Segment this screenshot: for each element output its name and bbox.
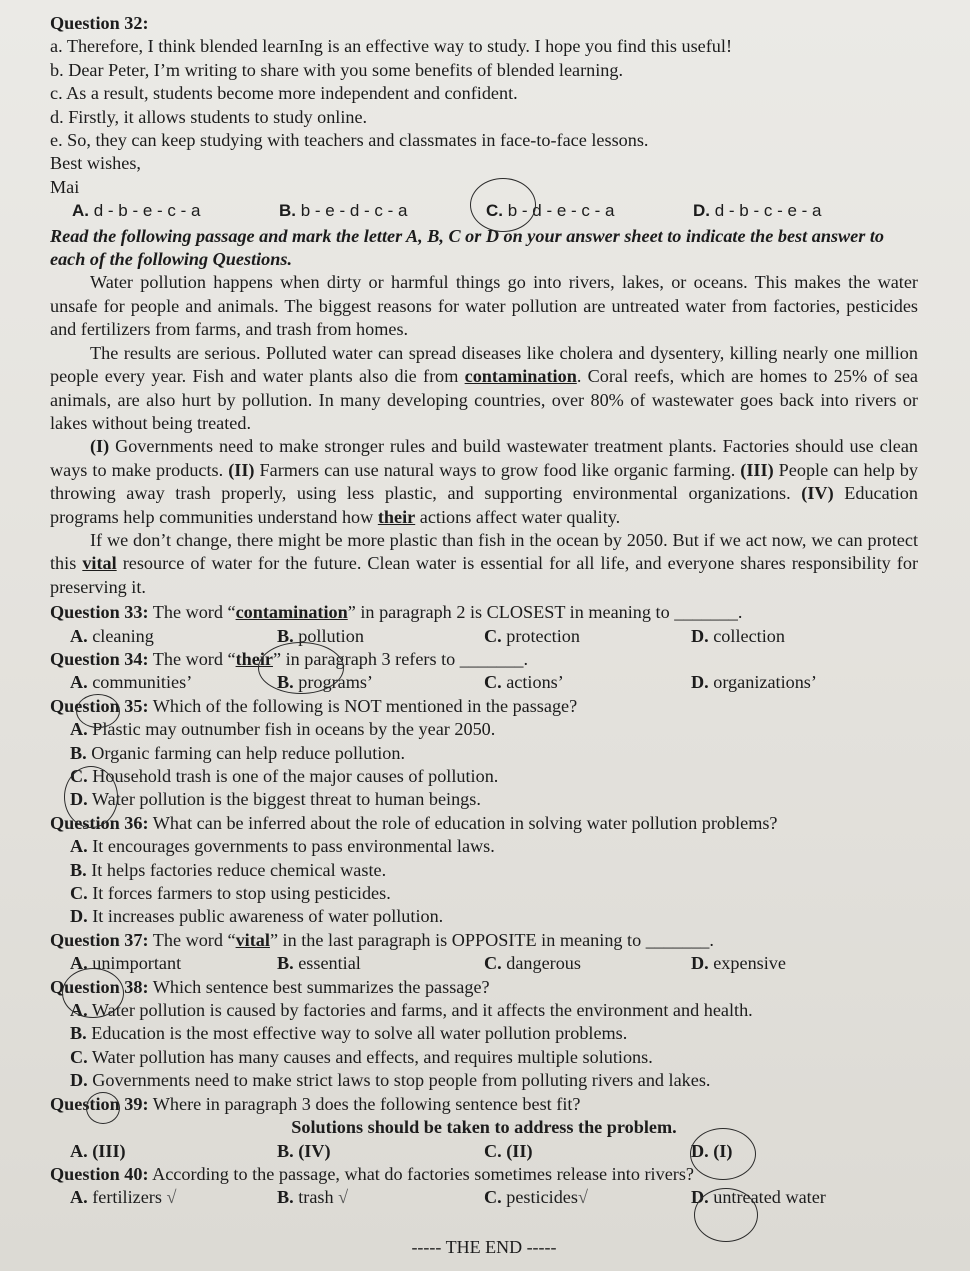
reading-instruction: Read the following passage and mark the letter A, B, C or D on your answer sheet to indicate the best answer to each of the following Questions. — [50, 225, 884, 270]
paragraph-1: Water pollution happens when dirty or harmful things go into rivers, lakes, or oceans. This makes the water unsafe for people and animals. The biggest reasons for water pollution are untreated water from factories, pesticides and fertilizers from farms, and trash from homes. — [50, 272, 918, 340]
q40-options — [50, 1186, 918, 1209]
question-39 — [50, 1093, 918, 1163]
q39-option-d[interactable]: D. (I) — [691, 1140, 733, 1161]
q32-option-b[interactable]: B. b - e - d - c - a — [279, 201, 408, 221]
q33-option-d[interactable]: D. collection — [691, 625, 785, 646]
q38-option-d[interactable]: D. Governments need to make strict laws to stop people from polluting rivers and lakes. — [70, 1070, 711, 1091]
paragraph-2: The results are serious. Polluted water can spread diseases like cholera and dysentery, killing nearly one million people every year. Fish and water plants also die from contamination. Coral reefs, which are homes to 25% of sea animals, are also hurt by pollution. In many developing countries, over 80% of wastewater goes back into rivers or lakes without being treated. — [50, 342, 919, 433]
q32-item-d: d. Firstly, it allows students to study online. — [50, 106, 368, 127]
q34-option-c[interactable]: C. actions’ — [484, 672, 564, 693]
q35-option-c[interactable]: C. Household trash is one of the major causes of pollution. — [70, 766, 499, 786]
question-35 — [50, 695, 918, 812]
question-33 — [50, 601, 918, 648]
marker-ii: (II) — [228, 459, 255, 480]
q37-option-c[interactable]: C. dangerous — [484, 953, 581, 974]
marker-iii: (III) — [740, 459, 774, 480]
q39-options — [50, 1140, 918, 1163]
q37-option-b[interactable]: B. essential — [277, 953, 361, 974]
q33-option-b[interactable]: B. pollution — [277, 625, 364, 646]
q35-option-d[interactable]: D. Water pollution is the biggest threat to human beings. — [70, 789, 481, 810]
word-their: their — [377, 506, 416, 527]
q32-item-b: b. Dear Peter, I’m writing to share with you some benefits of blended learning. — [50, 59, 624, 80]
q32-closing: Best wishes, — [50, 153, 141, 174]
check-mark-icon: √ — [338, 1187, 349, 1208]
q33-option-a[interactable]: A. cleaning — [70, 625, 154, 646]
paragraph-3: (I) Governments need to make stronger rules and build wastewater treatment plants. Factories should use clean ways to make products. (II) Farmers can use natural ways to grow food like organic farming. (III) People can help by throwing away trash properly, using less plastic, and supporting environmental organizations. (IV) Education programs help communities understand how their actions affect water quality. — [50, 436, 918, 527]
question-40 — [50, 1163, 918, 1210]
q36-option-d[interactable]: D. It increases public awareness of water pollution. — [70, 906, 444, 927]
q34-option-a[interactable]: A. communities’ — [70, 672, 193, 693]
q32-item-a: a. Therefore, I think blended learnIng is an effective way to study. I hope you find this useful! — [50, 36, 732, 57]
q36-stem: Question 36: What can be inferred about the role of education in solving water pollution problems? — [50, 812, 778, 833]
q32-item-c: c. As a result, students become more independent and confident. — [50, 83, 518, 104]
q39-option-c[interactable]: C. (II) — [484, 1140, 533, 1161]
q35-stem: Question 35: Which of the following is NOT mentioned in the passage? — [50, 695, 578, 716]
q34-options — [50, 671, 918, 694]
word-contamination: contamination — [464, 366, 577, 387]
q39-stem: Question 39: Where in paragraph 3 does the following sentence best fit? — [50, 1093, 581, 1114]
word-vital: vital — [82, 553, 117, 574]
question-36 — [50, 812, 918, 929]
q39-option-b[interactable]: B. (IV) — [277, 1140, 331, 1161]
q35-option-a[interactable]: A. Plastic may outnumber fish in oceans by the year 2050. — [70, 719, 496, 740]
check-mark-icon: √ — [577, 1187, 588, 1208]
q36-option-b[interactable]: B. It helps factories reduce chemical waste. — [70, 859, 387, 880]
question-38 — [50, 976, 918, 1093]
q39-sentence: Solutions should be taken to address the problem. — [291, 1117, 677, 1138]
paragraph-4: If we don’t change, there might be more plastic than fish in the ocean by 2050. But if we act now, we can protect this vital resource of water for the future. Clean water is essential for all life, and everyone shares responsibility for preserving it. — [50, 529, 919, 597]
q37-stem: Question 37: The word “vital” in the last paragraph is OPPOSITE in meaning to _______. — [50, 929, 714, 950]
the-end-footer: ----- THE END ----- — [411, 1236, 557, 1257]
q34-option-d[interactable]: D. organizations’ — [691, 672, 817, 693]
q39-option-a[interactable]: A. (III) — [70, 1140, 126, 1161]
q38-stem: Question 38: Which sentence best summarizes the passage? — [50, 976, 490, 997]
q36-option-a[interactable]: A. It encourages governments to pass environmental laws. — [70, 836, 495, 857]
q35-option-b[interactable]: B. Organic farming can help reduce pollution. — [70, 742, 406, 763]
q32-item-e: e. So, they can keep studying with teachers and classmates in face-to-face lessons. — [50, 130, 649, 151]
marker-i: (I) — [90, 436, 110, 457]
q40-option-a[interactable]: A. fertilizers √ — [70, 1187, 177, 1208]
q32-option-a[interactable]: A. d - b - e - c - a — [72, 201, 201, 221]
q32-option-c[interactable]: C. b - d - e - c - a — [486, 201, 615, 221]
q34-option-b[interactable]: B. programs’ — [277, 672, 373, 693]
q40-option-b[interactable]: B. trash √ — [277, 1187, 349, 1208]
q38-option-c[interactable]: C. Water pollution has many causes and effects, and requires multiple solutions. — [70, 1046, 653, 1067]
q36-option-c[interactable]: C. It forces farmers to stop using pesticides. — [70, 883, 391, 904]
q40-stem: Question 40: According to the passage, what do factories sometimes release into rivers? — [50, 1163, 694, 1184]
q37-option-d[interactable]: D. expensive — [691, 953, 786, 974]
check-mark-icon: √ — [166, 1187, 177, 1208]
q32-option-d[interactable]: D. d - b - c - e - a — [693, 201, 822, 221]
reading-passage — [50, 271, 918, 599]
question-32-title: Question 32: — [50, 13, 149, 33]
q32-options — [50, 199, 918, 222]
marker-iv: (IV) — [801, 483, 834, 504]
q38-option-b[interactable]: B. Education is the most effective way to solve all water pollution problems. — [70, 1023, 628, 1044]
q32-signature: Mai — [50, 176, 80, 197]
q40-option-c[interactable]: C. pesticides√ — [484, 1187, 588, 1208]
q37-options — [50, 952, 918, 975]
q33-options — [50, 625, 918, 648]
question-32 — [50, 12, 918, 223]
question-34 — [50, 648, 918, 695]
q34-stem: Question 34: The word “their” in paragraph 3 refers to _______. — [50, 648, 528, 669]
q40-option-d[interactable]: D. untreated water — [691, 1187, 826, 1208]
q33-option-c[interactable]: C. protection — [484, 625, 580, 646]
question-37 — [50, 929, 918, 976]
q37-option-a[interactable]: A. unimportant — [70, 953, 182, 974]
q33-stem: Question 33: The word “contamination” in paragraph 2 is CLOSEST in meaning to _______. — [50, 602, 743, 623]
q38-option-a[interactable]: A. Water pollution is caused by factories and farms, and it affects the environment and health. — [70, 1000, 753, 1021]
